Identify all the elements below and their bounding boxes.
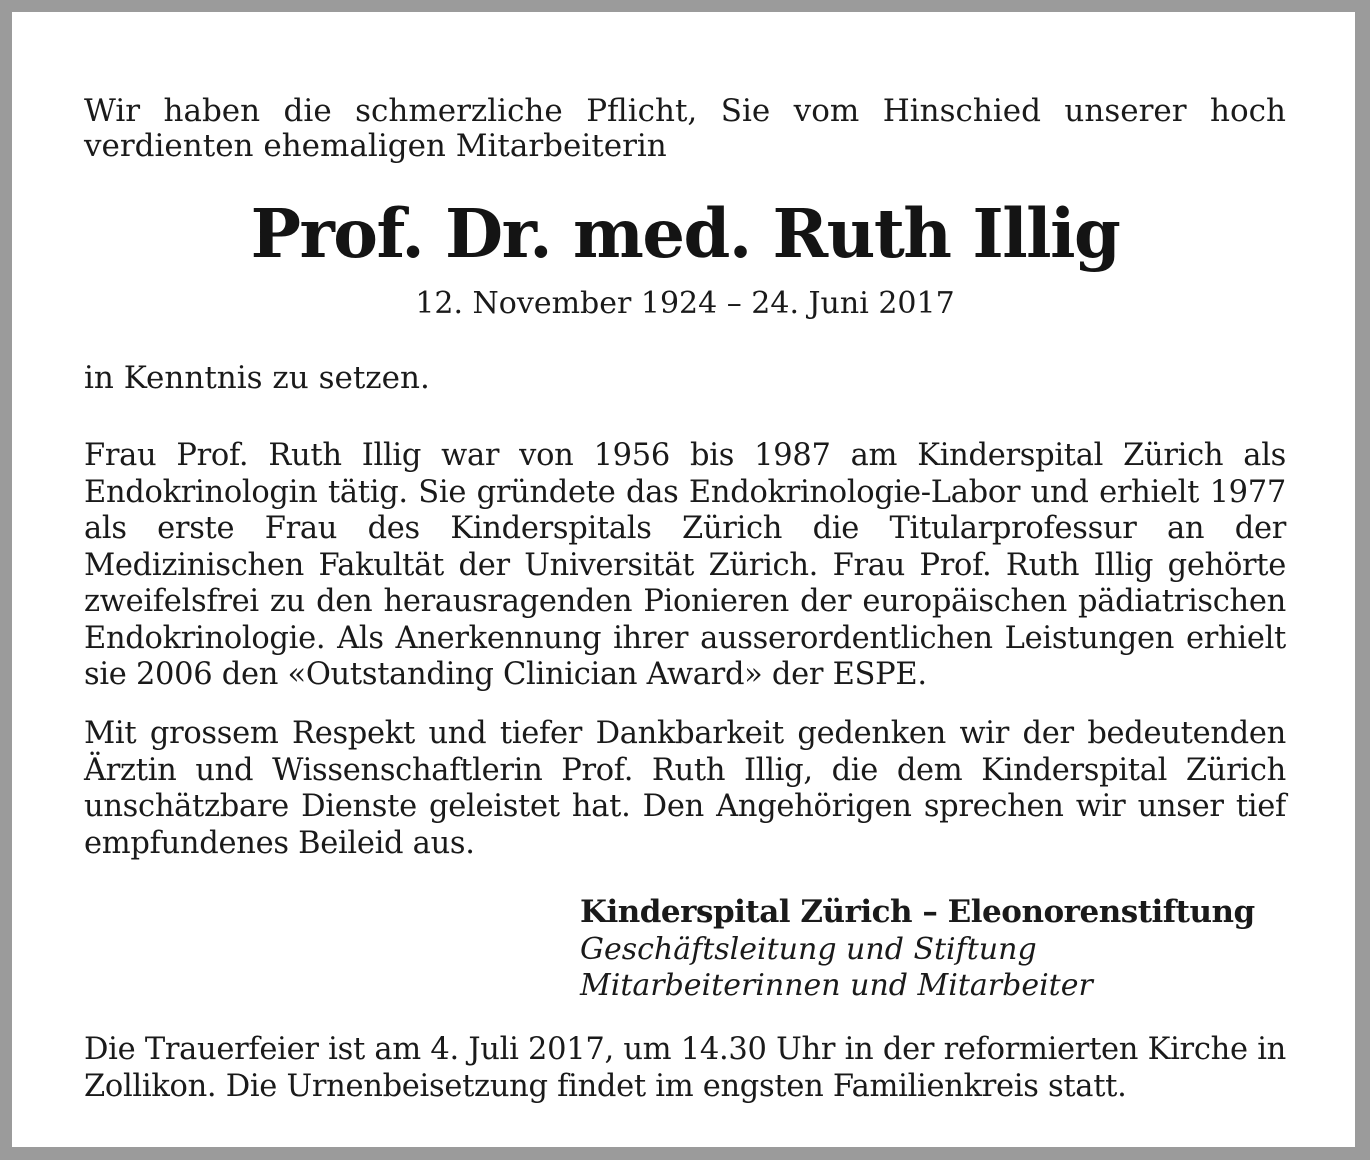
signature-organization: Kinderspital Zürich – Eleonorenstiftung: [580, 894, 1255, 930]
outro-text: in Kenntnis zu setzen.: [84, 360, 430, 396]
signature-line-staff: Mitarbeiterinnen und Mitarbeiter: [580, 968, 1093, 1003]
intro-text: Wir haben die schmerzliche Pflicht, Sie vom Hinschied unserer hoch verdienten ehemaligen Mitarbeiterin: [84, 93, 1286, 164]
life-dates: 12. November 1924 – 24. Juni 2017: [415, 286, 955, 321]
biography-paragraph: Frau Prof. Ruth Illig war von 1956 bis 1987 am Kinderspital Zürich als Endokrinologin tätig. Sie gründete das Endokrinologie-Labor und erhielt 1977 als erste Frau des Kinderspitals Zürich die Titularprofessur an der Medizinischen Fakultät der Universität Zürich. Frau Prof. Ruth Illig gehörte zweifelsfrei zu den herausragenden Pionieren der europäischen pädiatrischen Endokrinologie. Als Anerkennung ihrer ausserordentlichen Leistungen erhielt sie 2006 den «Outstanding Clinician Award» der ESPE.: [84, 438, 1286, 692]
obituary-notice: [12, 12, 1355, 1147]
signature-block: [580, 892, 1300, 1004]
signature-line-management: Geschäftsleitung und Stiftung: [580, 932, 1037, 967]
condolence-paragraph: Mit grossem Respekt und tiefer Dankbarkeit gedenken wir der bedeutenden Ärztin und Wissenschaftlerin Prof. Ruth Illig, die dem Kinderspital Zürich unschätzbare Dienste geleistet hat. Den Angehörigen sprechen wir unser tief empfundenes Beileid aus.: [84, 716, 1286, 861]
funeral-info: Die Trauerfeier ist am 4. Juli 2017, um 14.30 Uhr in der reformierten Kirche in Zollikon. Die Urnenbeisetzung findet im engsten Familienkreis statt.: [84, 1032, 1286, 1104]
deceased-name: Prof. Dr. med. Ruth Illig: [250, 194, 1120, 273]
